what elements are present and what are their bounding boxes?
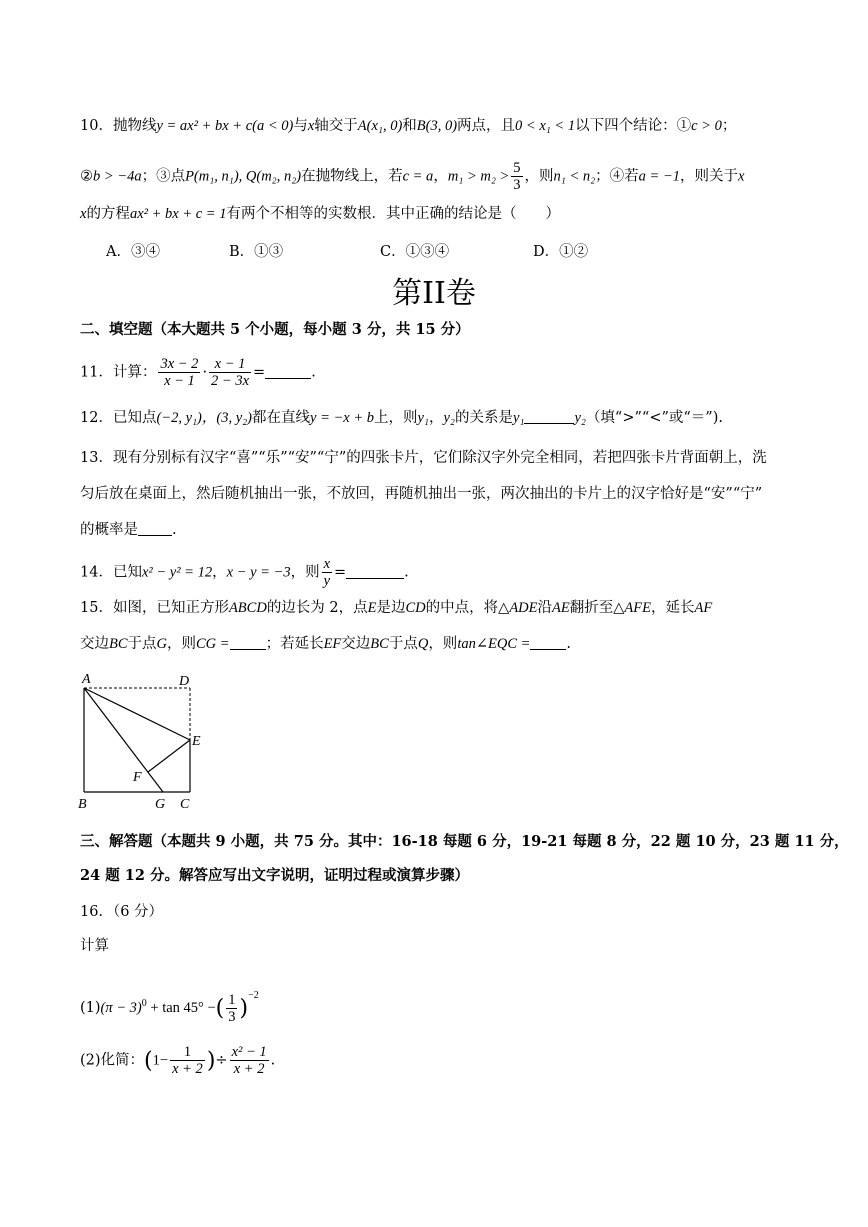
q13-text: 的概率是 [80,522,138,538]
q14-frac-num: x [323,556,331,572]
q13-line-3 [80,520,177,540]
q10-text: 抛物线 [112,118,157,134]
q16-end: . [270,1052,276,1069]
q11-frac-den: 2 − 3x [211,373,250,389]
q12 [80,408,723,428]
q10-option-d: D．①② [533,244,589,260]
q14-end: . [404,564,409,581]
q15-line-2 [80,634,571,654]
q16-frac-den: x + 2 [233,1061,265,1077]
q13-text: . [172,522,177,538]
q16-part-2 [80,1044,275,1077]
q15-text: . [566,636,572,652]
q11-end: . [311,364,316,381]
q15-var: CG = [196,636,230,652]
q13-line-1: 13．现有分别标有汉字“喜”“乐”“安”“宁”的四张卡片，它们除汉字外完全相同，若把四张卡片背面朝上，洗 [80,450,767,466]
q15-var: Q [417,636,429,652]
q10-parabola-equation: y = ax² + bx + c(a < 0) [156,118,294,134]
q15-line-1 [80,598,712,618]
q16-paren: ( [215,996,225,1021]
label-a: A [82,672,91,687]
q14-answer-blank[interactable] [346,564,404,579]
section-title: 第II卷 [392,276,476,311]
q10-conclusion-4-mark: ④ [609,168,625,185]
q15-text: 的中点，将△ [425,600,510,616]
segment-ag [84,688,163,792]
label-f: F [133,770,142,785]
q10-text: ，则关于 [680,168,738,185]
q15-text: 交边 [341,636,371,652]
q11-frac-num: x − 1 [209,356,251,373]
q15-text: 沿 [537,600,553,616]
q15-var: E [367,600,377,616]
q11-equals: = [253,364,266,381]
section-3-header-line-2: 24 题 12 分。解答应写出文字说明，证明过程或演算步骤） [80,867,469,884]
q15-text: ，则 [428,636,458,652]
q10-point-b: B(3, 0) [416,118,458,134]
q16-part-1-exp2: −2 [248,990,259,1001]
q15-tan-blank[interactable] [530,635,566,650]
q10-text: 的方程 [86,206,130,222]
q16-fraction-1 [170,1044,205,1077]
q10-condition: 0 < x₁ < 1 [515,118,576,134]
q15-var: EF [323,636,342,652]
label-e: E [192,734,201,749]
q10-line-1 [80,116,736,136]
q15-var: AFE [624,600,651,616]
q10-conclusion-2: b > −4a [93,168,142,185]
q10-conclusion-3-mark: ③ [156,168,171,185]
q10-text: 有两个不相等的实数根．其中正确的结论是（ ） [226,206,560,222]
q11-frac-den: x − 1 [164,373,195,389]
label-c: C [180,797,190,812]
q10-a-equals: a = −1 [638,168,680,185]
q11-dot: · [202,364,208,381]
q15-cg-blank[interactable] [230,635,266,650]
q15-text: ，延长 [650,600,695,616]
q11-label: 11．计算： [80,364,157,381]
q15-text: ，则 [167,636,197,652]
q10-frac-den: 3 [513,177,521,193]
q16-header: 16．（6 分） [80,904,164,920]
q12-y2: y₂ [443,410,455,426]
q15-text: 是边 [376,600,406,616]
q16-div: ÷ [215,1052,228,1069]
q10-line-2 [80,160,744,193]
q15-var: ADE [509,600,538,616]
q12-point-2: ，(3, y₂) [201,410,253,426]
q16-part-1-expr: (π − 3) [100,1000,142,1016]
q14 [80,556,409,589]
q10-point-a: A(x₁, 0) [357,118,403,134]
q10-conclusion-2-mark: ② [80,168,93,185]
q12-y2: y₂ [574,410,586,426]
q10-fraction-5-3 [511,160,522,193]
q10-text: ； [141,168,157,185]
q14-text: 14．已知 [80,564,142,581]
q15-text: 于点 [388,636,418,652]
q16-frac-den: 3 [228,1008,236,1025]
q16-calc-label: 计算 [80,938,109,954]
q16-fraction-2 [230,1044,269,1077]
q10-option-a: A．③④ [106,244,160,260]
q10-n-inequality: n₁ < n₂ [553,168,596,185]
q10-text: 轴交于 [314,118,358,134]
q10-c-equals-a: c = a [402,168,434,185]
q10-text: 两点，且 [457,118,516,134]
q16-part-1-label: (1) [80,1000,101,1016]
q16-paren: ) [239,996,249,1021]
q13-line-2: 匀后放在桌面上，然后随机抽出一张，不放回，再随机抽出一张，两次抽出的卡片上的汉字恰好是“安”“宁” [80,486,763,502]
q10-text: 若 [624,168,639,185]
q10-m-inequality: m₁ > m₂ > [447,168,510,185]
q10-text: x [80,206,87,222]
q10-option-c: C．①③④ [380,244,450,260]
q15-var: G [156,636,168,652]
q10-text: ； [595,168,610,185]
q15-text: 交边 [80,636,109,652]
q10-text: ； [721,118,737,134]
q15-var: tan∠EQC = [457,636,531,652]
q12-line-equation: y = −x + b [310,410,374,426]
q16-part-2-expr: 1− [152,1052,169,1069]
q12-text: （填“>”“<”或“＝”). [585,410,723,426]
q12-text: ， [428,410,444,426]
q10-text: 在抛物线上，若 [301,168,403,185]
segment-fe [148,740,190,772]
q16-frac-num: 1 [170,1044,205,1061]
q16-part-1 [80,986,259,1025]
q15-text: 于点 [127,636,157,652]
q15-var: BC [370,636,389,652]
q16-frac-num: 1 [228,991,236,1008]
q11-fraction-1 [158,356,200,389]
label-g: G [155,797,166,812]
section-3-header-line-1: 三、解答题（本题共 9 小题，共 75 分。其中：16-18 每题 6 分，19-21 每题 8 分，22 题 10 分，23 题 11 分， [80,833,849,850]
q14-equation-2: x − y = −3 [226,564,291,581]
q11-fraction-2 [209,356,251,389]
q10-frac-num: 5 [513,160,521,176]
q12-answer-blank[interactable] [524,409,574,424]
q12-y1: y₁ [417,410,429,426]
q14-frac-den: y [323,573,331,589]
q10-line-3 [80,204,560,224]
q10-var-x: x [738,168,745,185]
q14-equals: = [334,564,347,581]
q10-conclusion-1-mark: ① [676,118,692,134]
label-b: B [78,797,87,812]
q15-text: 翻折至△ [569,600,625,616]
section-2-header: 二、填空题（本大题共 5 个小题，每小题 3 分，共 15 分） [80,321,470,338]
q10-text: 点 [170,168,186,185]
q12-y1: y₁ [512,410,525,426]
q15-var: CD [405,600,426,616]
q14-equation-1: x² − y² = 12 [141,564,213,581]
q15-text: 15．如图，已知正方形 [80,600,229,616]
q12-point-1: (−2, y₁) [156,410,202,426]
q16-paren: ( [144,1048,153,1074]
q12-text: 都在直线 [252,410,311,426]
q11-answer-blank[interactable] [265,364,311,379]
q11-frac-num: 3x − 2 [160,356,199,372]
q11 [80,356,316,389]
q15-var: AF [694,600,713,616]
q10-option-b: B．①③ [229,244,284,260]
q16-part-1-expr: + tan 45° − [146,1000,216,1016]
q10-text: 与 [293,118,308,134]
q10-text: ， [433,168,448,185]
q14-text: ，则 [290,564,320,581]
q10-number: 10． [80,118,113,134]
q16-fraction-1-3 [226,992,237,1025]
q16-paren: ) [206,1048,216,1074]
q10-text: 以下四个结论： [575,118,677,134]
q15-var: AE [552,600,570,616]
q16-part-2-label: (2)化简： [80,1052,145,1069]
q10-text: ，则 [524,168,554,185]
q12-text: 的关系是 [454,410,513,426]
q15-text: ；若延长 [265,636,324,652]
q15-text: 的边长为 2，点 [266,600,368,616]
q10-var-x: x [307,118,315,134]
q10-text: 和 [402,118,417,134]
q10-equation: ax² + bx + c = 1 [129,206,227,222]
square-figure [72,668,212,814]
q12-text: 12．已知点 [80,410,157,426]
q12-text: 上，则 [374,410,418,426]
q16-frac-num: x² − 1 [231,1044,267,1060]
segment-ae [84,688,190,740]
q16-part-1-exp: 0 [141,998,147,1010]
label-d: D [179,674,190,689]
q15-var: BC [109,636,128,652]
q14-fraction [322,556,332,589]
q10-points-pq: P(m₁, n₁), Q(m₂, n₂) [185,168,302,185]
q10-conclusion-1: c > 0 [691,118,722,134]
q13-answer-blank[interactable] [138,521,172,536]
q15-var: ABCD [228,600,267,616]
q16-frac-den: x + 2 [172,1061,203,1077]
q14-text: ， [212,564,227,581]
